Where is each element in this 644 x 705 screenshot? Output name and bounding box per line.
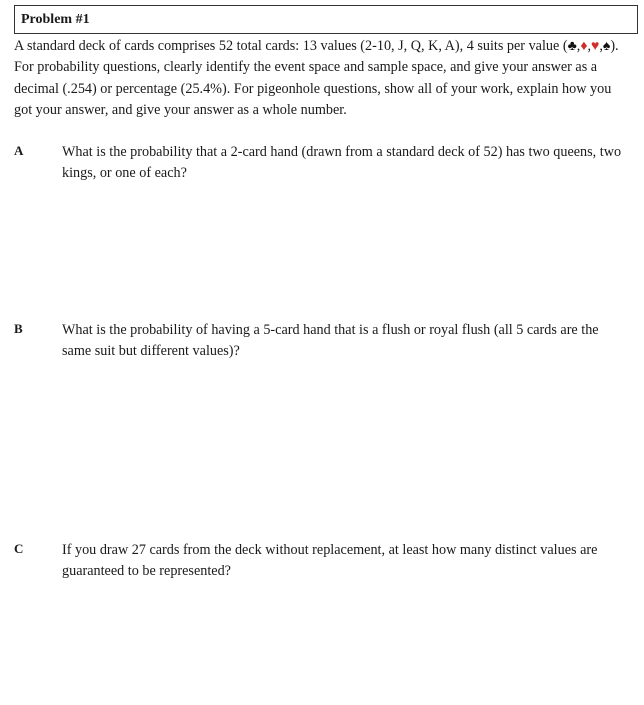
suit-separator: , (599, 38, 603, 54)
question-letter: B (14, 321, 23, 336)
suit-separator: , (587, 38, 592, 54)
problem-intro (14, 36, 626, 121)
question-letter: C (14, 541, 24, 556)
problem-title: Problem #1 (21, 11, 90, 27)
question-text: What is the probability that a 2-card hand (drawn from a standard deck of 52) has two queens, two kings, or one of each? (62, 144, 622, 181)
intro-text-start: A standard deck of cards comprises 52 total cards: 13 values (2-10, J, Q, K, A), 4 suits per value ( (14, 38, 568, 54)
question-text: If you draw 27 cards from the deck without replacement, at least how many distinct values are guaranteed to be represented? (62, 542, 598, 579)
question-letter: A (14, 143, 24, 158)
clubs-icon: ♣ (567, 39, 577, 54)
question-text: What is the probability of having a 5-card hand that is a flush or royal flush (all 5 cards are the same suit but different values)? (62, 322, 599, 359)
diamonds-icon: ♦ (580, 39, 588, 54)
problem-header (14, 5, 638, 34)
hearts-icon: ♥ (591, 39, 600, 54)
spades-icon: ♠ (602, 39, 611, 54)
suit-separator: , (576, 38, 581, 54)
intro-text-end: ). For probability questions, clearly identify the event space and sample space, and give your answer as a decimal (.254) or percentage (25.4%). For pigeonhole questions, show all of your work, explain how you got your answer, and give your answer as a whole number. (14, 38, 619, 118)
